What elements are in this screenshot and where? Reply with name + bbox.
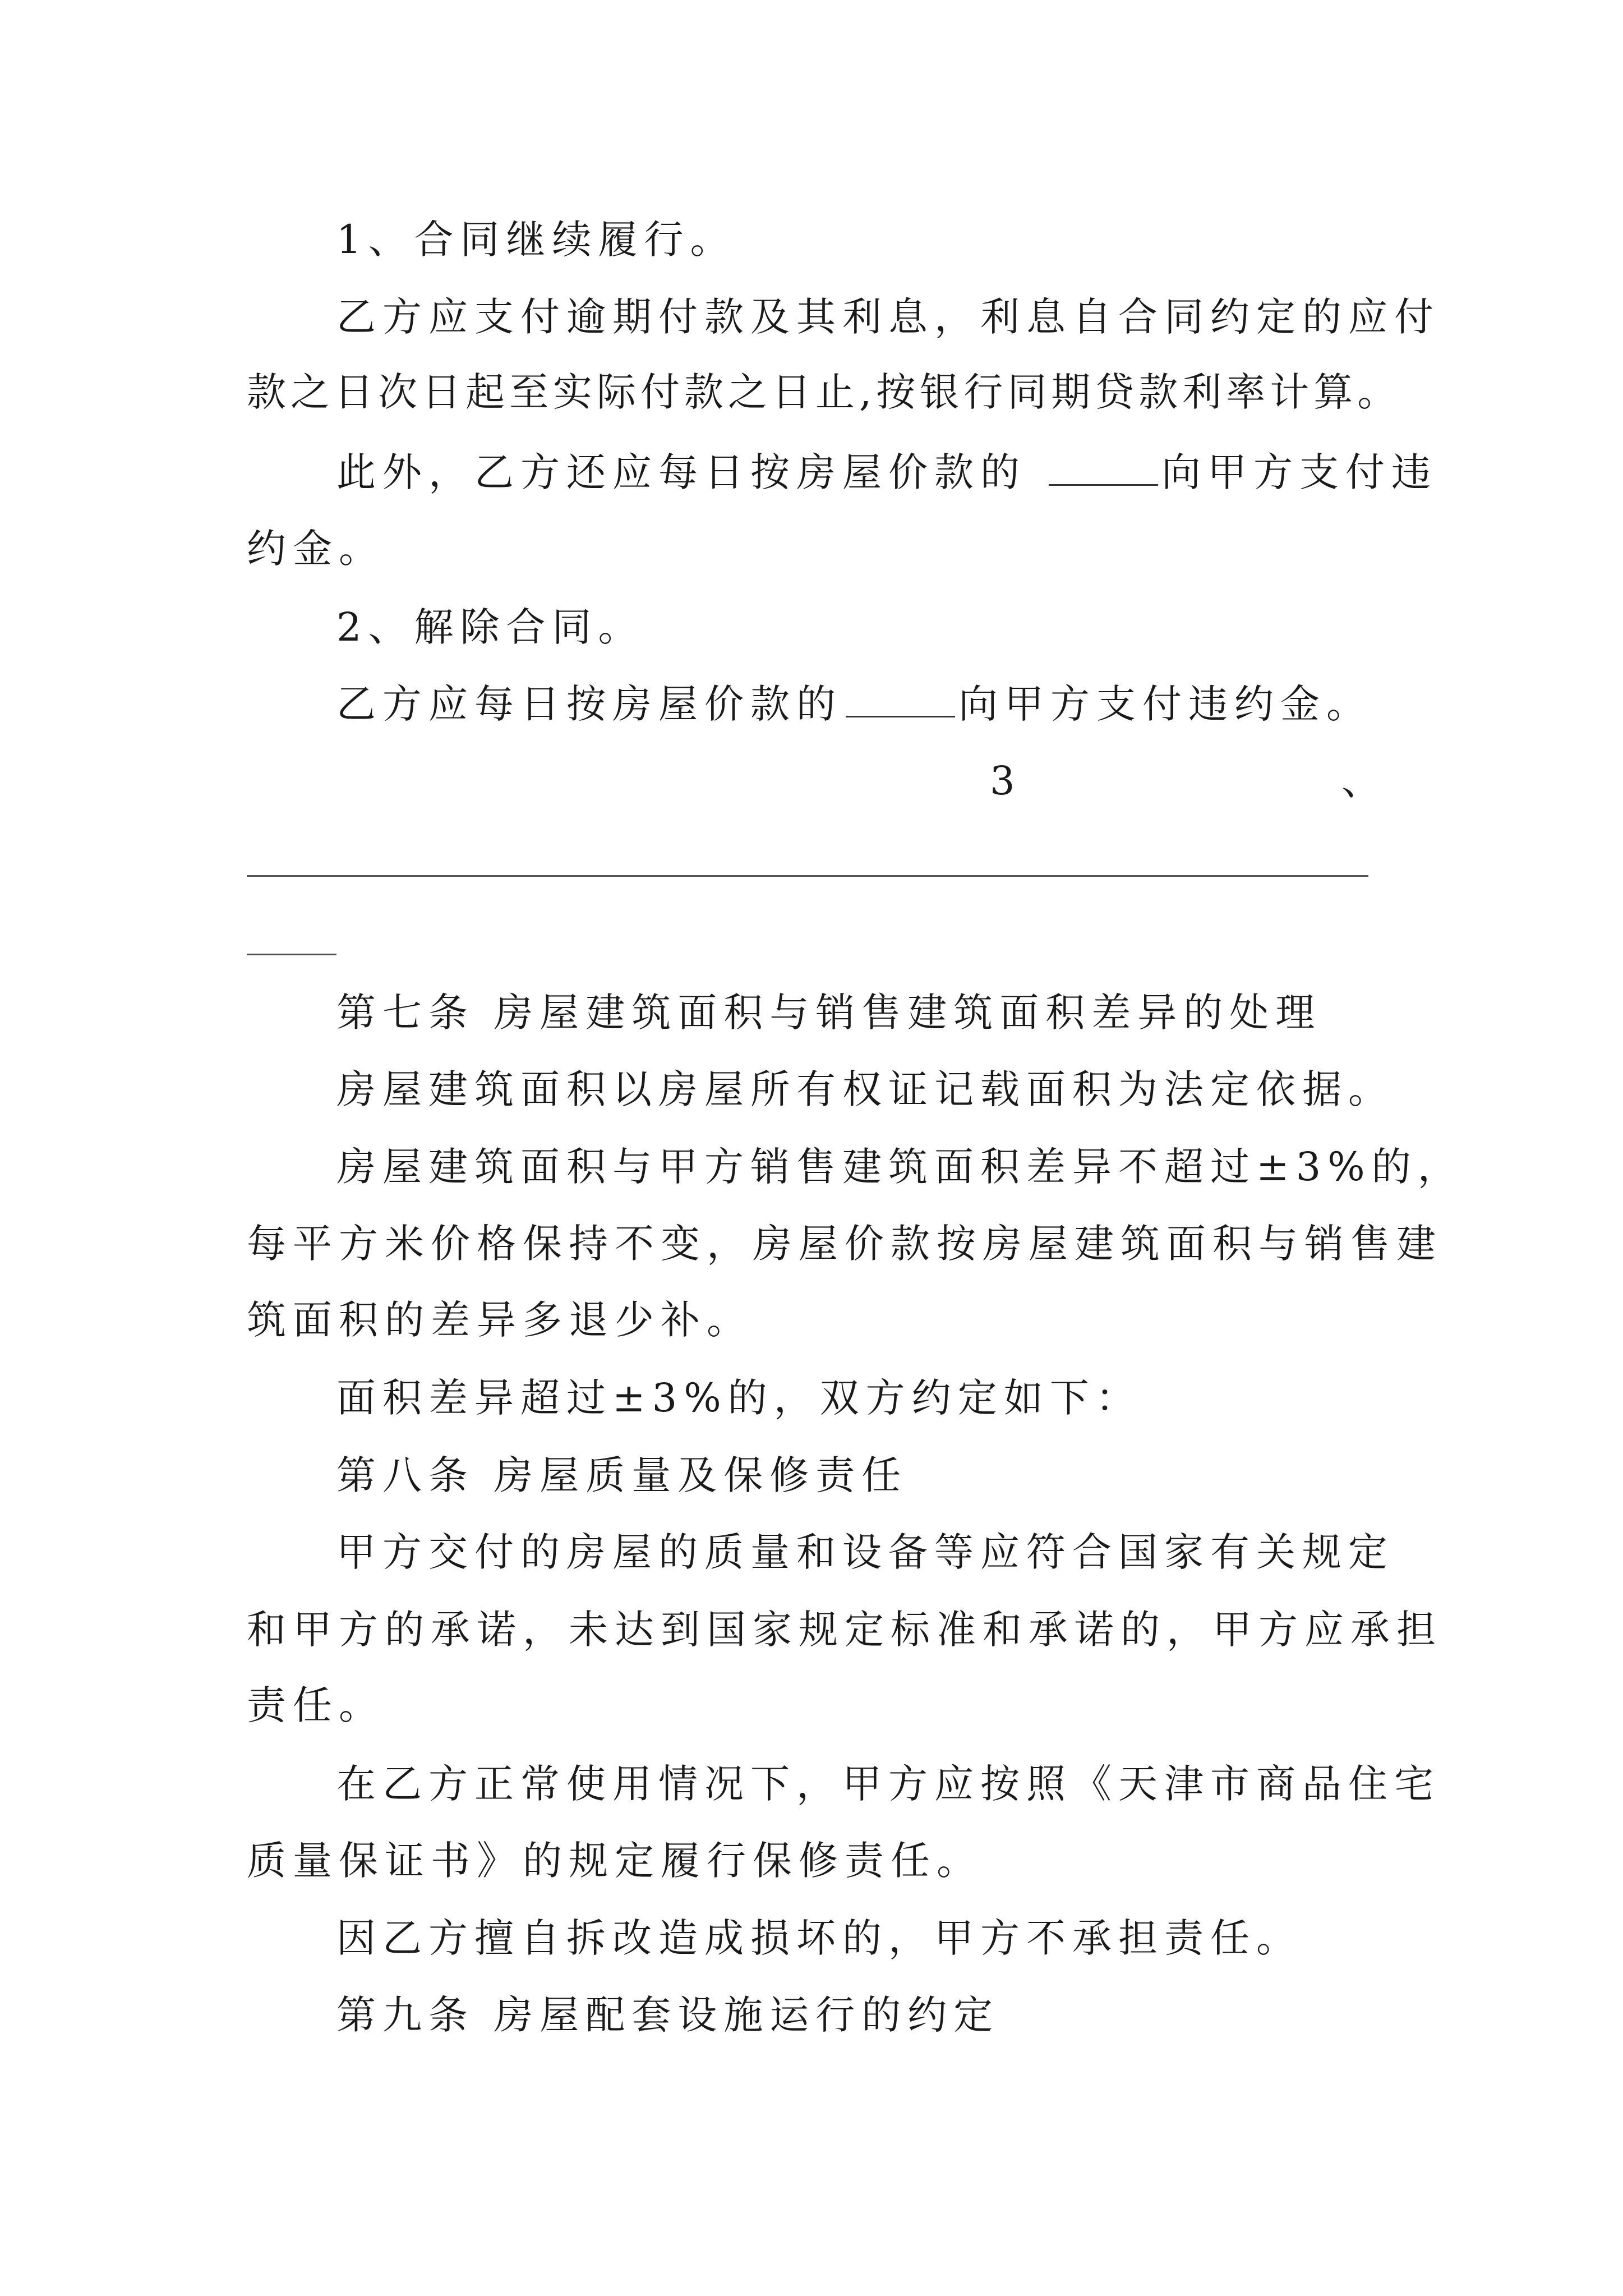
terminate-penalty-text-after: 向甲方支付违约金。	[958, 681, 1372, 727]
penalty-text-before: 此外，乙方还应每日按房屋价款的	[336, 449, 1026, 495]
article-7-paragraph-1: 房屋建筑面积以房屋所有权证记载面积为法定依据。	[336, 1066, 1394, 1112]
penalty-text-after: 向甲方支付违	[1161, 449, 1437, 495]
article-8-paragraph-1-line3: 责任。	[247, 1682, 385, 1728]
article-7-paragraph-2-line3: 筑面积的差异多退少补。	[247, 1297, 753, 1343]
paragraph-penalty-line1	[336, 447, 1437, 498]
penalty-rate-blank	[1049, 452, 1158, 486]
article-8-title: 第八条 房屋质量及保修责任	[336, 1452, 908, 1498]
article-8-paragraph-2-line2: 质量保证书》的规定履行保修责任。	[247, 1838, 983, 1884]
article-7-paragraph-2-line1: 房屋建筑面积与甲方销售建筑面积差异不超过±3%的，	[336, 1144, 1464, 1190]
terminate-penalty-text-before: 乙方应每日按房屋价款的	[336, 681, 842, 727]
paragraph-continue-contract: 1、合同继续履行。	[336, 217, 736, 263]
article-9-title: 第九条 房屋配套设施运行的约定	[336, 1992, 1000, 2038]
paragraph-late-payment-line2: 款之日次日起至实际付款之日止,按银行同期贷款利率计算。	[247, 369, 1401, 415]
terminate-penalty-blank	[846, 683, 955, 717]
fill-in-line-short	[247, 954, 336, 955]
article-7-paragraph-3: 面积差异超过±3%的，双方约定如下：	[336, 1375, 1142, 1421]
paragraph-terminate-penalty	[336, 679, 1372, 729]
article-7-title: 第七条 房屋建筑面积与销售建筑面积差异的处理	[336, 990, 1322, 1036]
article-8-paragraph-3: 因乙方擅自拆改造成损坏的，甲方不承担责任。	[336, 1915, 1302, 1961]
article-8-paragraph-2-line1: 在乙方正常使用情况下，甲方应按照《天津市商品住宅	[336, 1761, 1440, 1807]
fill-in-line-long	[247, 875, 1368, 877]
item-number-3: 3	[990, 758, 1022, 804]
article-8-paragraph-1-line2: 和甲方的承诺，未达到国家规定标准和承诺的，甲方应承担	[247, 1607, 1442, 1653]
article-7-paragraph-2-line2: 每平方米价格保持不变，房屋价款按房屋建筑面积与销售建	[247, 1221, 1442, 1267]
paragraph-penalty-line2: 约金。	[247, 526, 385, 572]
paragraph-late-payment-line1: 乙方应支付逾期付款及其利息，利息自合同约定的应付	[336, 294, 1440, 340]
paragraph-terminate-contract: 2、解除合同。	[336, 604, 644, 650]
article-8-paragraph-1-line1: 甲方交付的房屋的质量和设备等应符合国家有关规定	[336, 1529, 1394, 1575]
item-number-mark: 、	[1341, 758, 1387, 804]
